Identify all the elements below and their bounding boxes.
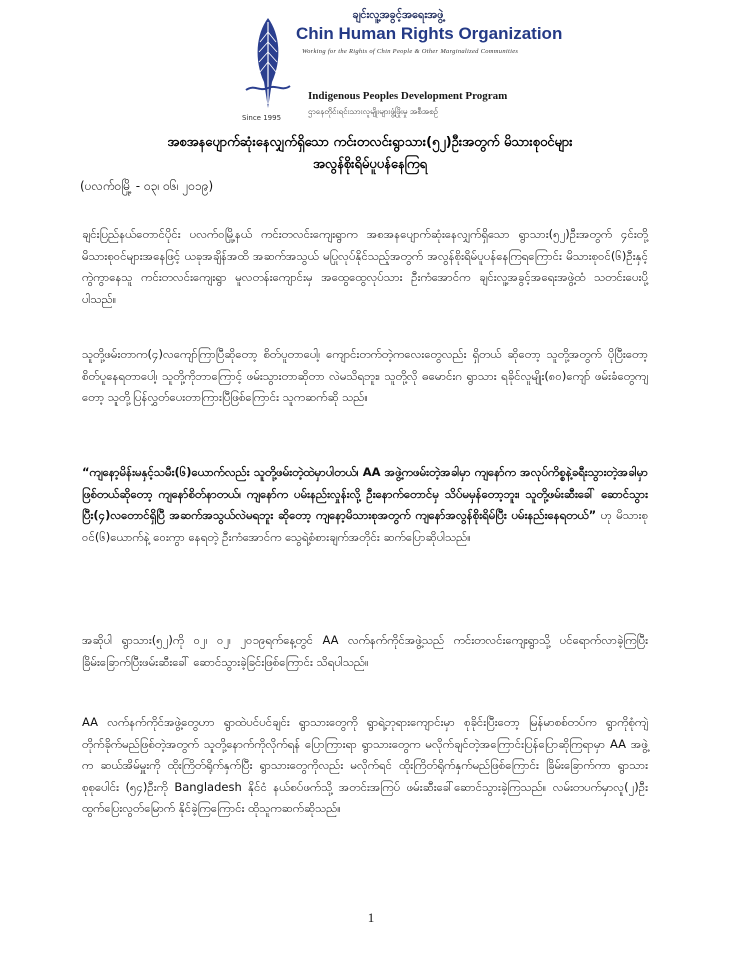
chro-logo: [238, 12, 298, 124]
letterhead: [238, 8, 563, 126]
page-number: 1: [367, 910, 375, 925]
org-tagline: Working for the Rights of Chin People & Other Marginalized Communities: [302, 48, 519, 55]
paragraph-1: ချင်းပြည်နယ်တောင်ပိုင်း ပလက်ဝမြို့နယ် ကင်းတလင်းကျေးရွာက အစအနပျောက်ဆုံးနေလျှက်ရှိသော ရွာသား(၅၂)ဦးအတွက် ၄င်းတို့မိသားစုဝင်များအနေဖြင့် ယခုအချိန်အထိ အဆက်အသွယ် မပြုလုပ်နိုင်သည့်အတွက် အလွန်စိုးရိမ်ပူပန်နေကြရကြောင်း မိသားစုဝင်(၆)ဦးနှင့် ကွဲကွာနေသူ ကင်းတလင်းကျေးရွာ မူလတန်းကျောင်းမှ အထွေထွေလုပ်သား ဦးကံအောင်က ချင်းလူ့အခွင့်အရေးအဖွဲ့ထံ သတင်းပေးပို့ပါသည်။: [82, 227, 648, 306]
feather-logo-icon: [238, 12, 298, 112]
document-title: [120, 132, 620, 176]
title-line-2: အလွန်စိုးရိမ်ပူပန်နေကြရ: [312, 157, 428, 172]
paragraph-4: အဆိုပါ ရွာသား(၅၂)ကို ၀၂၊ ၀၂၊ ၂၀၁၉ရက်နေ့တွင် AA လက်နက်ကိုင်အဖွဲ့သည် ကင်းတလင်းကျေးရွာသို့ ပင်ရောက်လာခဲ့ကြပြီး ခြိမ်းခြောက်ပြီးဖမ်းဆီးခေါ် ဆောင်သွားခဲ့ခြင်းဖြစ်ကြောင်း သိရပါသည်။: [82, 633, 648, 669]
org-name-burmese: ချင်းလူ့အခွင့်အရေးအဖွဲ့: [352, 8, 444, 21]
org-name: Chin Human Rights Organization: [296, 24, 563, 43]
quote-attribution: ဟု မိသားစုဝင်(၆)ယောက်နဲ့ ဝေးကွာ နေရတဲ့ ဦးကံအောင်က သွေရဲ့စံစားချက်အတိုင်း ဆက်ပြောဆိုပါသည်။: [82, 508, 649, 544]
program-name-burmese: ဌာနေတိုင်းရင်းသားလူမျိုးများဖွံ့ဖြိုးမှု အစီအစဉ်: [308, 107, 439, 116]
quote-bold: “ကျနော့မိန်းမနှင့်သမီး(၆)ယောက်လည်း သူတို့ဖမ်းတဲ့ထဲမှာပါတယ်၊ AA အဖွဲ့ကဖမ်းတဲ့အခါမှာ ကျနော်က အလုပ်ကိစ္စနဲ့ခရီးသွားတဲ့အခါမှာဖြစ်တယ်ဆိုတော့ ကျနော်စိတ်နာတယ်၊ ကျနော်က ပမ်းနည်းလှုန်းလို့ ဦးနောက်တောင်မှ သိပ်မမှန်တော့ဘူး၊ သူတို့ဖမ်းဆီးခေါ် ဆောင်သွားပြီး(၄)လတောင်ရှိပြီ အဆက်အသွယ်လဲမရဘူး ဆိုတော့ ကျနော့မိသားစုအတွက် ကျနော်အလွန်စိုးရိမ်ပြီး ပမ်းနည်းနေရတယ်”: [82, 465, 648, 522]
dateline: (ပလက်ဝမြို့ - ၀၃၊ ၀၆၊ ၂၀၁၉): [80, 179, 214, 193]
since-label: Since 1995: [242, 114, 282, 122]
paragraph-2: သူတို့ဖမ်းတာက(၄)လကျော်ကြာပြီဆိုတော့ စိတ်ပူတာပေါ့၊ ကျောင်းတက်တဲ့ကလေးတွေလည်း ရှိတယ် ဆိုတော့ သူတို့အတွက် ပိုပြီးတော့စိတ်ပူနေရတာပေါ့၊ သူတို့ကိုဘာကြောင့် ဖမ်းသွားတာဆိုတာ လဲမသိရဘူး၊ သူတို့လို ဓမောင်းဂ ရွာသား ရခိုင်လူမျိုး(၈၀)ကျော် ဖမ်းခံတွေကျတော့ သူတို့ပြန်လွှတ်ပေးတာကြားပြီဖြစ်ကြောင်း သူကဆက်ဆို သည်။: [82, 347, 648, 404]
paragraph-3: [82, 462, 648, 548]
program-name: Indigenous Peoples Development Program: [308, 90, 508, 102]
paragraph-5: AA လက်နက်ကိုင်အဖွဲ့တွေဟာ ရွာထဲပင်ပင်ချင်း ရွာသားတွေကို ရွာရဲ့ဘုရားကျောင်းမှာ စုခိုင်းပြီးတော့ မြန်မာစစ်တပ်က ရွာကိုစုံကျဲတိုက်ခိုက်မည်ဖြစ်တဲ့အတွက် သူတို့နောက်ကိုလိုက်ရန် ပြောကြားရာ ရွာသားတွေက မလိုက်ချင်တဲ့အကြောင်းပြန်ပြောဆိုကြရာမှာ AA အဖွဲ့က ဆယ်အိမ်မှူးကို ထိုးကြိတ်ရိုက်နှက်ပြီး ရွာသားတွေကိုလည်း မလိုက်ရင် ထိုးကြိတ်ရိုက်နှက်မည်ဖြစ်ကြောင်း ခြိမ်းခြောက်ကာ ရွာသားစုစုပေါင်း (၅၄)ဦးကို Bangladesh နိုင်ငံ နယ်စပ်ဖက်သို့ အတင်းအကြပ် ဖမ်းဆီးခေါ်ဆောင်သွားခဲ့ကြသည်။ လမ်းတပက်မှာလူ(၂)ဦး ထွက်ပြေးလွတ်မြောက် နိုင်ခဲ့ကြကြောင်း ထိုသူကဆက်ဆိုသည်။: [82, 715, 648, 815]
title-line-1: အစအနပျောက်ဆုံးနေလျှက်ရှိသော ကင်းတလင်းရွာသား(၅၂)ဦးအတွက် မိသားစုဝင်များ: [167, 135, 573, 150]
